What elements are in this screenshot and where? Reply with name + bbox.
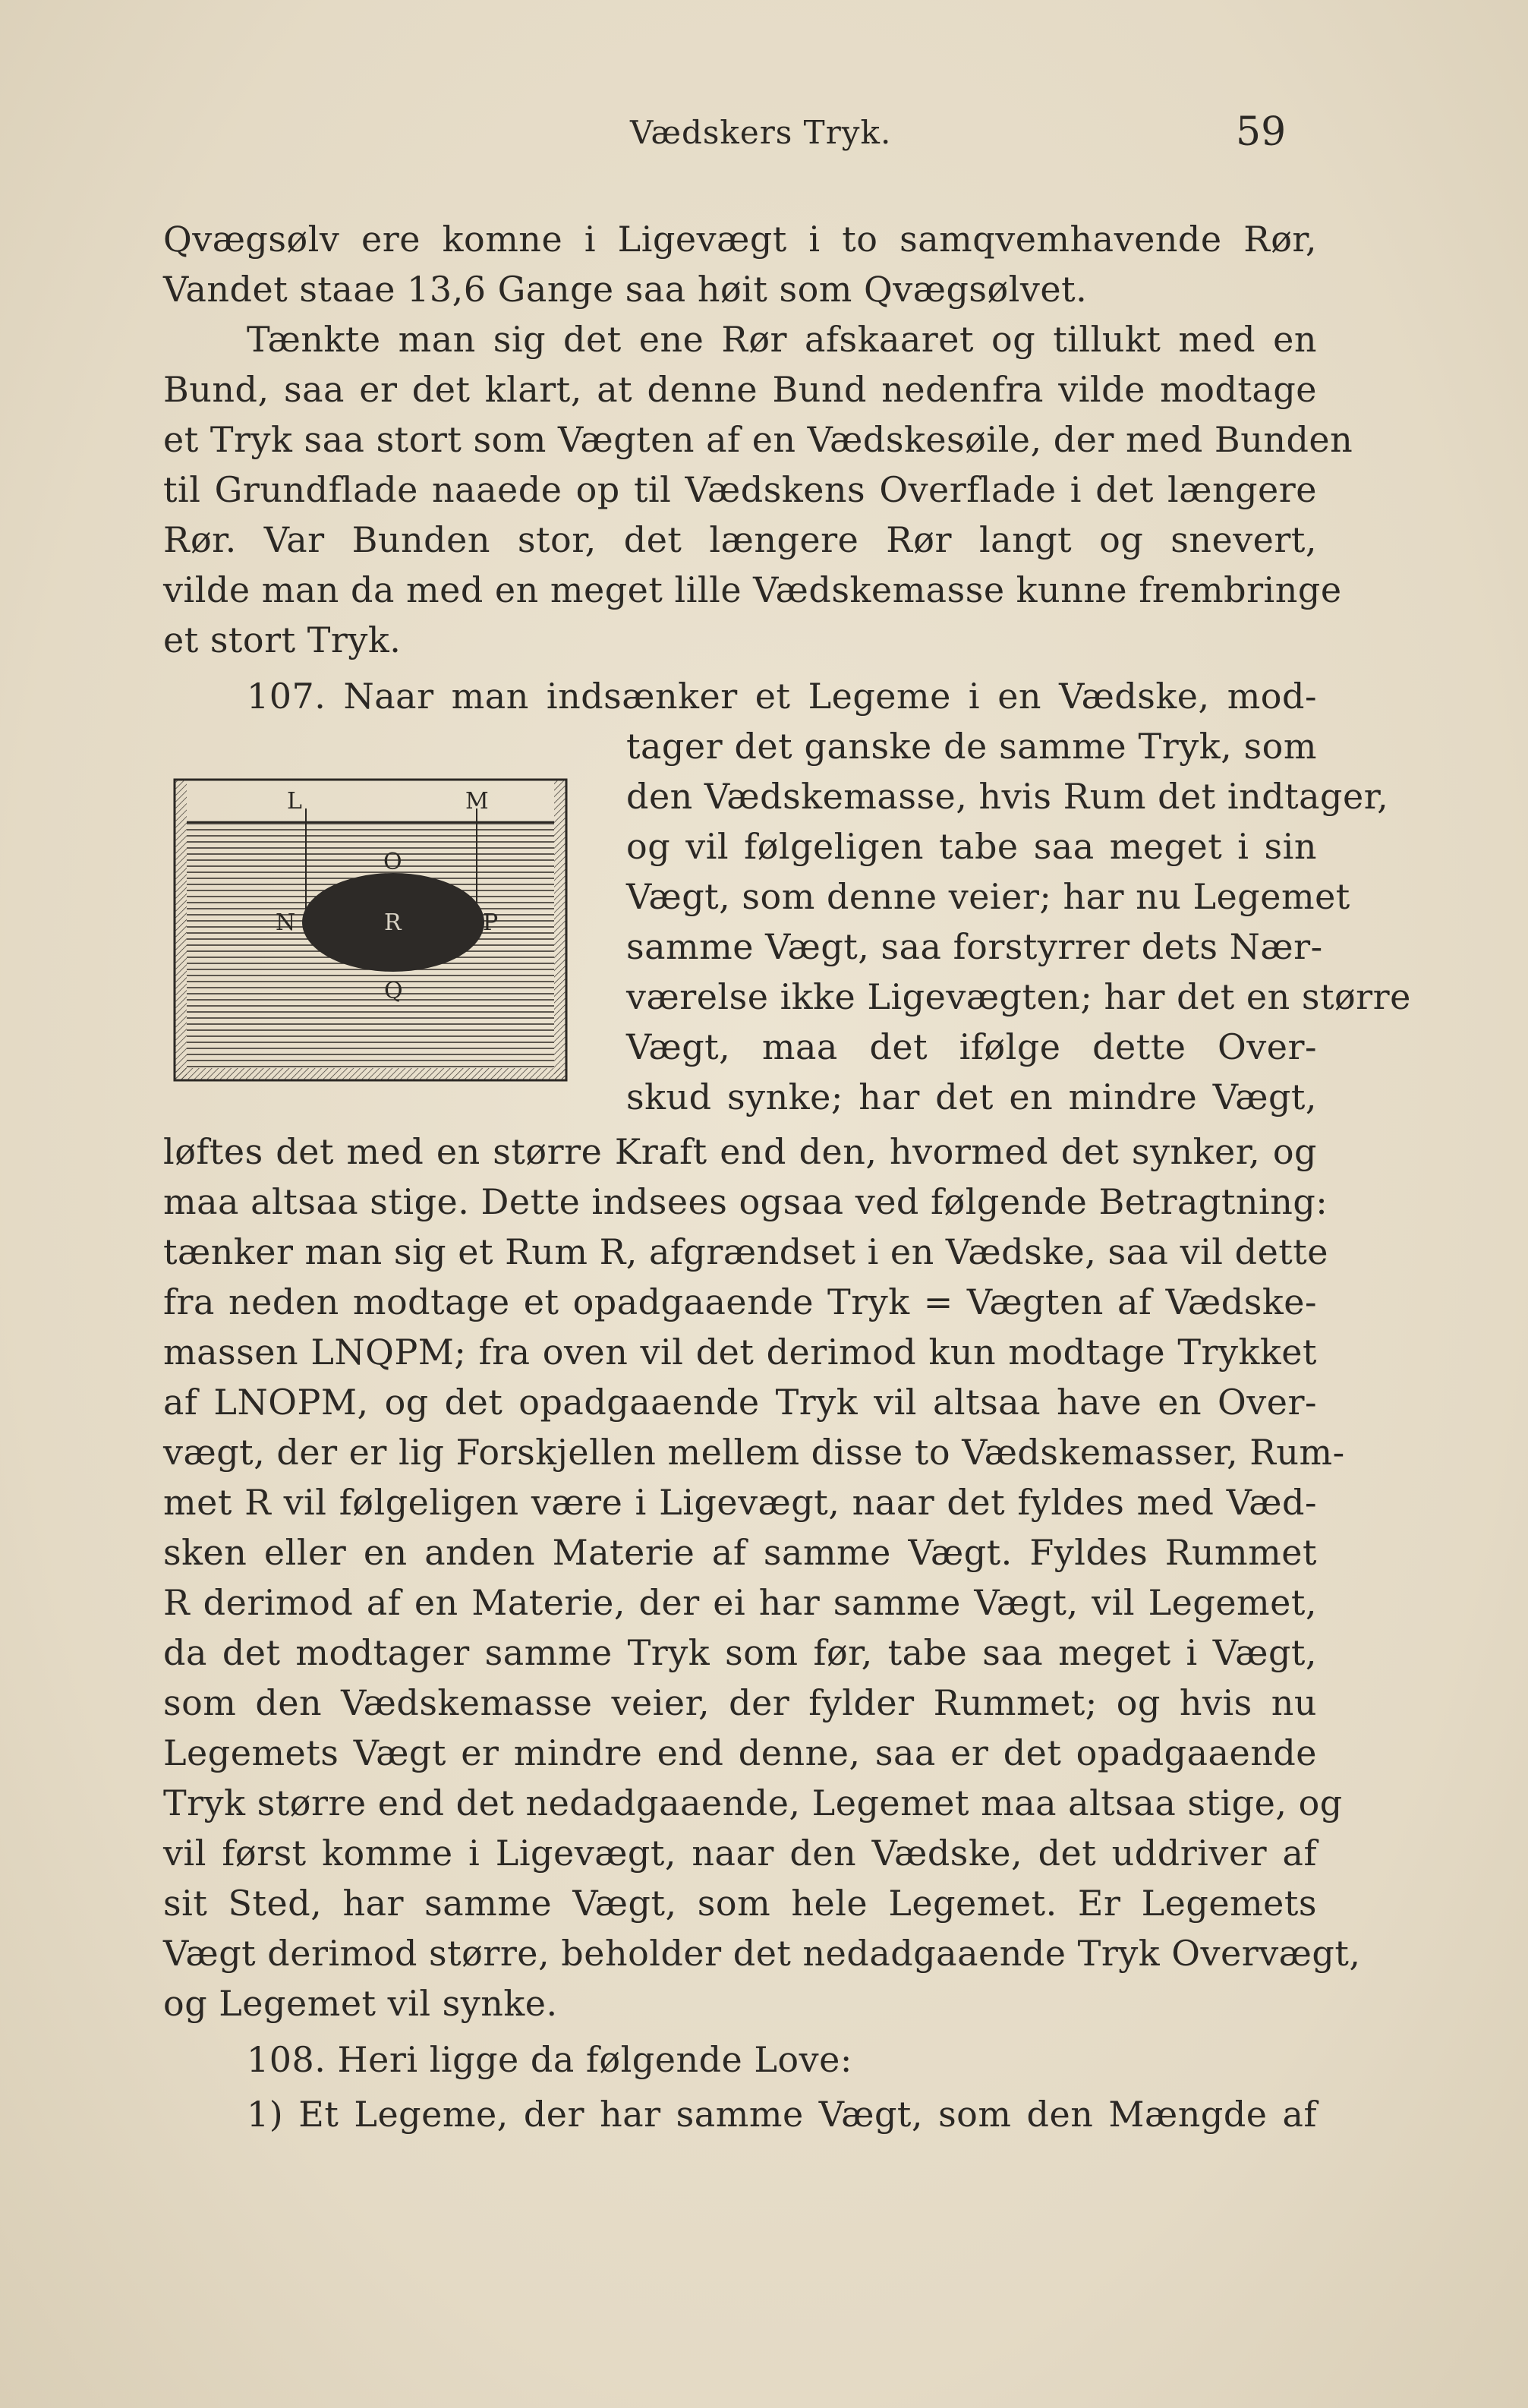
label-Q: Q (384, 978, 403, 1004)
running-head (0, 109, 1528, 159)
text-line: da det modtager samme Tryk som før, tabe saa meget i Vægt, (163, 1632, 1317, 1673)
vessel-right-wall (554, 780, 566, 1080)
text-line: værelse ikke Ligevægten; har det en større (626, 976, 1411, 1017)
label-L: L (287, 788, 302, 815)
text-line: fra neden modtage et opadgaaende Tryk = Vægten af Vædske- (163, 1281, 1317, 1322)
text-line: vægt, der er lig Forskjellen mellem disse to Vædskemasser, Rum- (163, 1432, 1345, 1473)
text-line: Bund, saa er det klart, at denne Bund nedenfra vilde modtage (163, 369, 1317, 410)
text-line: Rør. Var Bunden stor, det længere Rør langt og snevert, (163, 519, 1317, 560)
text-line: met R vil følgeligen være i Ligevægt, naar det fyldes med Væd- (163, 1482, 1317, 1523)
label-O: O (383, 849, 402, 875)
label-R: R (384, 909, 402, 936)
text-line: et Tryk saa stort som Vægten af en Vædskesøile, der med Bunden (163, 419, 1353, 460)
text-line: samme Vægt, saa forstyrrer dets Nær- (626, 926, 1323, 967)
text-line: tager det ganske de samme Tryk, som (626, 726, 1317, 767)
label-M: M (465, 788, 489, 815)
text-line: som den Vædskemasse veier, der fylder Rummet; og hvis nu (163, 1682, 1317, 1723)
text-line: Vandet staae 13,6 Gange saa høit som Qvægsølvet. (163, 269, 1088, 310)
law-1-start: 1) Et Legeme, der har samme Vægt, som den Mængde af (247, 2094, 1317, 2135)
text-line: og vil følgeligen tabe saa meget i sin (626, 826, 1317, 867)
text-line: af LNOPM, og det opadgaaende Tryk vil altsaa have en Over- (163, 1382, 1317, 1423)
label-P: P (483, 909, 499, 936)
label-N: N (276, 909, 296, 936)
text-line: Vægt, som denne veier; har nu Legemet (626, 876, 1350, 917)
text-line: løftes det med en større Kraft end den, hvormed det synker, og (163, 1131, 1317, 1172)
text-line: til Grundflade naaede op til Vædskens Overflade i det længere (163, 469, 1317, 510)
running-title: Vædskers Tryk. (630, 114, 892, 151)
text-line: sit Sted, har samme Vægt, som hele Legemet. Er Legemets (163, 1883, 1317, 1924)
text-line: Tænkte man sig det ene Rør afskaaret og tillukt med en (247, 319, 1317, 360)
text-line: skud synke; har det en mindre Vægt, (626, 1076, 1317, 1117)
text-line: massen LNQPM; fra oven vil det derimod kun modtage Trykket (163, 1332, 1317, 1373)
text-line: vilde man da med en meget lille Vædskemasse kunne frembringe (163, 569, 1342, 610)
text-line: Qvægsølv ere komne i Ligevægt i to samqvemhavende Rør, (163, 219, 1317, 260)
vessel-bottom (175, 1068, 566, 1080)
vessel-diagram (173, 778, 568, 1082)
figure-immersed-body (173, 778, 568, 1082)
section-107-start: 107. Naar man indsænker et Legeme i en Vædske, mod- (247, 676, 1317, 717)
text-line: vil først komme i Ligevægt, naar den Vædske, det uddriver af (163, 1833, 1317, 1874)
text-line: Tryk større end det nedadgaaende, Legemet maa altsaa stige, og (163, 1782, 1343, 1823)
text-line: Vægt derimod større, beholder det nedadgaaende Tryk Overvægt, (163, 1933, 1361, 1974)
section-108-start: 108. Heri ligge da følgende Love: (247, 2039, 852, 2080)
text-line: Legemets Vægt er mindre end denne, saa er det opadgaaende (163, 1732, 1317, 1773)
vessel-left-wall (175, 780, 187, 1080)
page-number: 59 (1236, 109, 1287, 155)
text-line: et stort Tryk. (163, 619, 402, 660)
text-line: og Legemet vil synke. (163, 1983, 558, 2024)
text-line: R derimod af en Materie, der ei har samme Vægt, vil Legemet, (163, 1582, 1317, 1623)
text-line: Vægt, maa det ifølge dette Over- (626, 1026, 1317, 1067)
text-line: maa altsaa stige. Dette indsees ogsaa ved følgende Betragtning: (163, 1181, 1328, 1222)
text-line: sken eller en anden Materie af samme Vægt. Fyldes Rummet (163, 1532, 1317, 1573)
text-line: tænker man sig et Rum R, afgrændset i en Vædske, saa vil dette (163, 1231, 1328, 1272)
text-line: den Vædskemasse, hvis Rum det indtager, (626, 776, 1389, 817)
